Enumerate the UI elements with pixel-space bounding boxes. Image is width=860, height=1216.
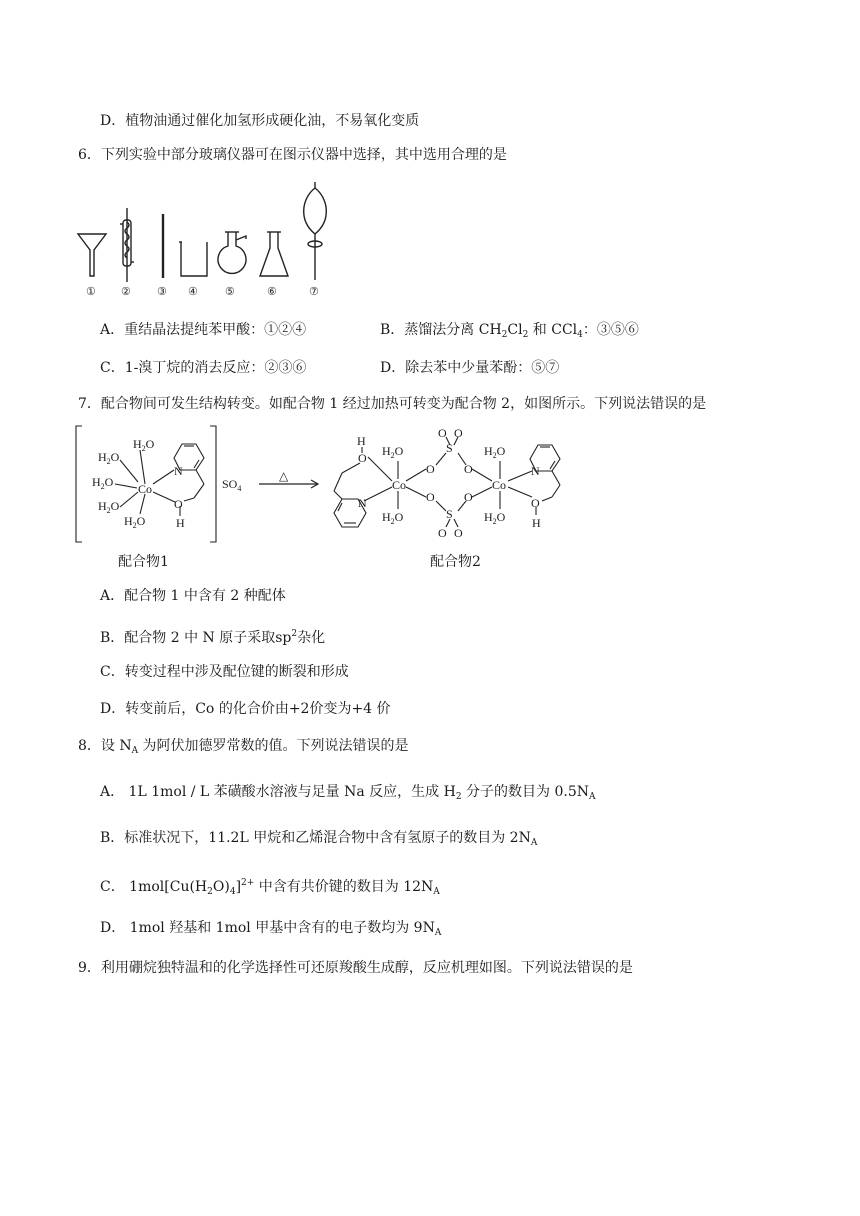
svg-text:H2O: $H_2O$ <box>484 510 506 526</box>
complex-2-caption: 配合物2 <box>430 554 481 570</box>
q8-option-d: D． 1mol 羟基和 1mol 甲基中含有的电子数均为 $9N_A$ <box>100 920 442 938</box>
q8-option-c: C． $1mol[Cu(H_2O)_4]^{2+}$ 中含有共价键的数目为 $12N_A$ <box>100 878 440 897</box>
svg-text:O: O <box>438 526 447 540</box>
q7-option-c: C．转变过程中涉及配位键的断裂和形成 <box>100 664 349 680</box>
svg-text:Co: Co <box>138 482 153 496</box>
label-4: ④ <box>188 286 198 298</box>
svg-text:H2O: $H_2O$ <box>484 444 506 460</box>
label-3: ③ <box>157 286 167 298</box>
q6-option-c: C．1-溴丁烷的消去反应：②③⑥ <box>100 360 307 376</box>
q6-stem: 6．下列实验中部分玻璃仪器可在图示仪器中选择，其中选用合理的是 <box>78 147 507 163</box>
svg-text:O: O <box>464 490 473 504</box>
round-bottom-flask-icon <box>218 232 246 273</box>
svg-text:S: S <box>446 441 453 455</box>
q8-option-a: A． 1L 1mol / L 苯磺酸水溶液与足量 Na 反应，生成 $H_2$ 分子的数目为 $0.5N_A$ <box>100 784 596 802</box>
complex-1-caption: 配合物1 <box>118 554 169 570</box>
heating-arrow <box>255 470 325 494</box>
beaker-icon <box>179 242 207 276</box>
q9-stem: 9．利用硼烷独特温和的化学选择性可还原羧酸生成醇，反应机理如图。下列说法错误的是 <box>78 960 633 976</box>
label-2: ② <box>121 286 131 298</box>
svg-text:N: N <box>531 464 540 478</box>
svg-text:H2O: $H_2O$ <box>133 437 155 453</box>
svg-text:H: H <box>532 516 541 530</box>
svg-text:Co: Co <box>392 478 407 492</box>
q8-option-b: B．标准状况下，11.2L 甲烷和乙烯混合物中含有氢原子的数目为 $2N_A$ <box>100 830 538 848</box>
svg-text:H: H <box>357 434 366 448</box>
q6-option-d: D．除去苯中少量苯酚：⑤⑦ <box>380 360 560 376</box>
svg-text:H2O: $H_2O$ <box>124 514 146 530</box>
complex-1-structure <box>70 422 250 551</box>
label-5: ⑤ <box>225 286 235 298</box>
svg-text:O: O <box>426 462 435 476</box>
svg-text:H2O: $H_2O$ <box>98 499 120 515</box>
q8-stem: 8．设 $N_A$ 为阿伏加德罗常数的值。下列说法错误的是 <box>78 738 409 756</box>
funnel-icon <box>78 234 106 276</box>
svg-text:H2O: $H_2O$ <box>382 510 404 526</box>
svg-text:N: N <box>174 464 183 478</box>
q6-option-b: B．蒸馏法分离 $CH_2Cl_2$ 和 CCl$_4$：③⑤⑥ <box>380 322 639 340</box>
svg-text:SO4: $SO_4$ <box>222 477 242 493</box>
label-1: ① <box>86 286 96 298</box>
label-7: ⑦ <box>309 286 319 298</box>
svg-text:N: N <box>358 496 367 510</box>
q7-option-a: A．配合物 1 中含有 2 种配体 <box>100 588 286 604</box>
q7-stem: 7．配合物间可发生结构转变。如配合物 1 经过加热可转变为配合物 2，如图所示。下列说法错误的是 <box>78 396 707 412</box>
svg-text:O: O <box>454 426 463 440</box>
glassware-figure <box>70 180 340 304</box>
svg-text:Co: Co <box>492 478 507 492</box>
svg-text:H2O: $H_2O$ <box>92 475 114 491</box>
heating-symbol: △ <box>279 470 289 483</box>
svg-text:O: O <box>174 497 183 511</box>
q6-option-a: A．重结晶法提纯苯甲酸：①②④ <box>100 322 307 338</box>
q5-option-d: D．植物油通过催化加氢形成硬化油，不易氧化变质 <box>100 113 420 129</box>
svg-text:H: H <box>176 516 185 530</box>
q7-option-b: B．配合物 2 中 N 原子采取$sp^2$杂化 <box>100 629 326 646</box>
conical-flask-icon <box>260 232 288 276</box>
condenser-icon <box>120 208 134 282</box>
svg-text:S: S <box>446 507 453 521</box>
separatory-funnel-icon <box>304 182 327 280</box>
svg-text:O: O <box>426 490 435 504</box>
q7-option-d: D．转变前后，Co 的化合价由+2价变为+4 价 <box>100 701 391 717</box>
svg-text:O: O <box>531 496 540 510</box>
complex-2-structure <box>320 425 580 547</box>
svg-text:H2O: $H_2O$ <box>98 450 120 466</box>
svg-text:O: O <box>454 526 463 540</box>
label-6: ⑥ <box>267 286 277 298</box>
svg-text:H2O: $H_2O$ <box>382 444 404 460</box>
svg-text:O: O <box>438 426 447 440</box>
svg-text:O: O <box>464 462 473 476</box>
svg-text:O: O <box>358 451 367 465</box>
